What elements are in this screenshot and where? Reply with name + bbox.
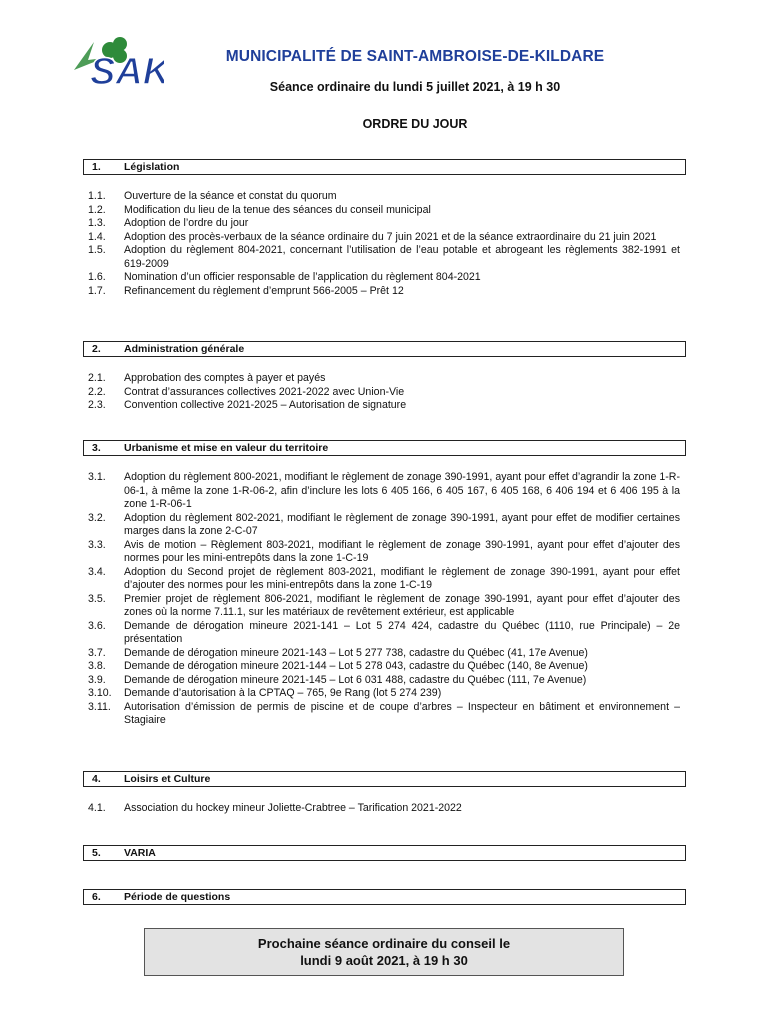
item-text: Avis de motion – Règlement 803-2021, modifiant le règlement de zonage 390-1991, ayant pour effet d’ajouter des normes pour les mini-entrepôts dans la zone 1-C-19 bbox=[124, 538, 680, 564]
list-item bbox=[88, 687, 680, 701]
item-number: 1.1. bbox=[88, 190, 106, 202]
item-number: 1.7. bbox=[88, 284, 106, 297]
item-number: 3.5. bbox=[88, 592, 106, 605]
item-text: Association du hockey mineur Joliette-Crabtree – Tarification 2021-2022 bbox=[124, 802, 462, 814]
item-text: Demande de dérogation mineure 2021-144 – Lot 5 278 043, cadastre du Québec (140, 8e Avenue) bbox=[124, 660, 588, 672]
item-text: Contrat d’assurances collectives 2021-2022 avec Union-Vie bbox=[124, 385, 405, 398]
section-header-3 bbox=[83, 440, 686, 456]
item-number: 3.9. bbox=[88, 673, 106, 686]
section-header-5 bbox=[83, 845, 686, 861]
list-item bbox=[88, 674, 680, 688]
item-number: 3.6. bbox=[88, 619, 106, 632]
list-item bbox=[88, 660, 680, 674]
section-number: 1. bbox=[92, 161, 101, 173]
item-text: Approbation des comptes à payer et payés bbox=[124, 372, 326, 384]
item-number: 1.2. bbox=[88, 203, 106, 216]
item-text: Adoption des procès-verbaux de la séance ordinaire du 7 juin 2021 et de la séance extraordinaire du 21 juin 2021 bbox=[124, 230, 657, 243]
item-text: Adoption du règlement 802-2021, modifiant le règlement de zonage 390-1991, ayant pour effet de modifier certaines marges dans la zone 2-C-07 bbox=[124, 511, 680, 537]
list-item bbox=[88, 620, 680, 647]
list-item bbox=[88, 701, 680, 728]
agenda-heading: ORDRE DU JOUR bbox=[362, 117, 468, 131]
next-meeting-line-2: lundi 9 août 2021, à 19 h 30 bbox=[300, 953, 468, 968]
list-item bbox=[88, 471, 680, 512]
section-number: 4. bbox=[92, 773, 101, 785]
item-text: Autorisation d’émission de permis de piscine et de coupe d’arbres – Inspecteur en bâtiment et environnement – Stagiaire bbox=[124, 700, 680, 726]
list-item bbox=[88, 217, 680, 231]
section-4-items bbox=[88, 802, 680, 816]
item-number: 2.3. bbox=[88, 399, 106, 411]
item-text: Refinancement du règlement d’emprunt 566-2005 – Prêt 12 bbox=[124, 284, 404, 297]
item-number: 1.3. bbox=[88, 217, 106, 229]
section-header-2 bbox=[83, 341, 686, 357]
item-number: 2.1. bbox=[88, 372, 106, 384]
list-item bbox=[88, 512, 680, 539]
item-text: Demande de dérogation mineure 2021-143 – Lot 5 277 738, cadastre du Québec (41, 17e Avenue) bbox=[124, 646, 588, 659]
list-item bbox=[88, 244, 680, 271]
section-label: Législation bbox=[124, 161, 180, 173]
next-meeting-line-1: Prochaine séance ordinaire du conseil le bbox=[257, 936, 511, 951]
item-text: Demande d’autorisation à la CPTAQ – 765, 9e Rang (lot 5 274 239) bbox=[124, 687, 442, 699]
item-text: Modification du lieu de la tenue des séances du conseil municipal bbox=[124, 203, 431, 216]
section-label: Loisirs et Culture bbox=[124, 773, 211, 785]
meeting-subtitle: Séance ordinaire du lundi 5 juillet 2021, à 19 h 30 bbox=[269, 80, 561, 94]
item-number: 3.4. bbox=[88, 565, 106, 578]
item-number: 3.2. bbox=[88, 511, 106, 524]
item-number: 1.4. bbox=[88, 230, 106, 243]
section-number: 5. bbox=[92, 847, 101, 859]
item-text: Adoption du règlement 800-2021, modifiant le règlement de zonage 390-1991, ayant pour effet d’agrandir la zone 1-R-06-1, à même la zone 1-R-06-2, afin d’inclure les lots 6 405 166, 6 405 167, 6 405 168, 6 406 194 et 6 406 195 à la zone 1-R-06-1 bbox=[124, 471, 680, 510]
item-number: 3.7. bbox=[88, 646, 106, 659]
section-header-1 bbox=[83, 159, 686, 175]
item-number: 3.8. bbox=[88, 660, 106, 672]
item-text: Adoption du règlement 804-2021, concernant l’utilisation de l’eau potable et abrogeant les règlements 382-1991 et 619-2009 bbox=[124, 244, 680, 270]
section-label: Période de questions bbox=[124, 891, 231, 903]
item-number: 4.1. bbox=[88, 802, 106, 814]
item-number: 3.11. bbox=[88, 700, 111, 713]
list-item bbox=[88, 231, 680, 245]
item-number: 2.2. bbox=[88, 385, 106, 398]
next-meeting-box bbox=[144, 928, 624, 976]
section-2-items bbox=[88, 372, 680, 413]
section-header-6 bbox=[83, 889, 686, 905]
list-item bbox=[88, 372, 680, 386]
item-text: Adoption du Second projet de règlement 803-2021, modifiant le règlement de zonage 390-1991, ayant pour effet d’ajouter des normes pour les mini-entrepôts dans la zone 1-C-19 bbox=[124, 565, 680, 591]
section-number: 2. bbox=[92, 343, 101, 355]
list-item bbox=[88, 204, 680, 218]
logo-text: SAK bbox=[90, 51, 164, 93]
item-text: Demande de dérogation mineure 2021-145 – Lot 6 031 488, cadastre du Québec (111, 7e Avenue) bbox=[124, 673, 587, 686]
section-label: VARIA bbox=[124, 847, 156, 859]
section-1-items bbox=[88, 190, 680, 298]
list-item bbox=[88, 802, 680, 816]
item-text: Nomination d’un officier responsable de l’application du règlement 804-2021 bbox=[124, 271, 481, 283]
list-item bbox=[88, 190, 680, 204]
list-item bbox=[88, 566, 680, 593]
list-item bbox=[88, 399, 680, 413]
list-item bbox=[88, 647, 680, 661]
item-number: 1.5. bbox=[88, 244, 106, 256]
item-text: Premier projet de règlement 806-2021, modifiant le règlement de zonage 390-1991, ayant pour effet d’ajouter des zones où la norme 7.11.1, sur les matériaux de revêtement extérieur, est applicable bbox=[124, 592, 680, 618]
item-text: Adoption de l’ordre du jour bbox=[124, 217, 249, 229]
page-title: MUNICIPALITÉ DE SAINT-AMBROISE-DE-KILDARE bbox=[225, 48, 605, 65]
section-number: 6. bbox=[92, 891, 101, 903]
list-item bbox=[88, 593, 680, 620]
item-text: Convention collective 2021-2025 – Autorisation de signature bbox=[124, 399, 407, 411]
item-text: Demande de dérogation mineure 2021-141 – Lot 5 274 424, cadastre du Québec (1110, rue Principale) – 2e présentation bbox=[124, 619, 680, 645]
list-item bbox=[88, 271, 680, 285]
item-number: 3.1. bbox=[88, 471, 106, 483]
list-item bbox=[88, 285, 680, 299]
list-item bbox=[88, 539, 680, 566]
item-text: Ouverture de la séance et constat du quorum bbox=[124, 190, 337, 202]
section-3-items bbox=[88, 471, 680, 728]
list-item bbox=[88, 386, 680, 400]
section-label: Administration générale bbox=[124, 343, 245, 355]
item-number: 3.3. bbox=[88, 538, 106, 551]
item-number: 3.10. bbox=[88, 687, 112, 699]
section-number: 3. bbox=[92, 442, 101, 454]
section-label: Urbanisme et mise en valeur du territoire bbox=[124, 442, 329, 454]
section-header-4 bbox=[83, 771, 686, 787]
item-number: 1.6. bbox=[88, 271, 106, 283]
